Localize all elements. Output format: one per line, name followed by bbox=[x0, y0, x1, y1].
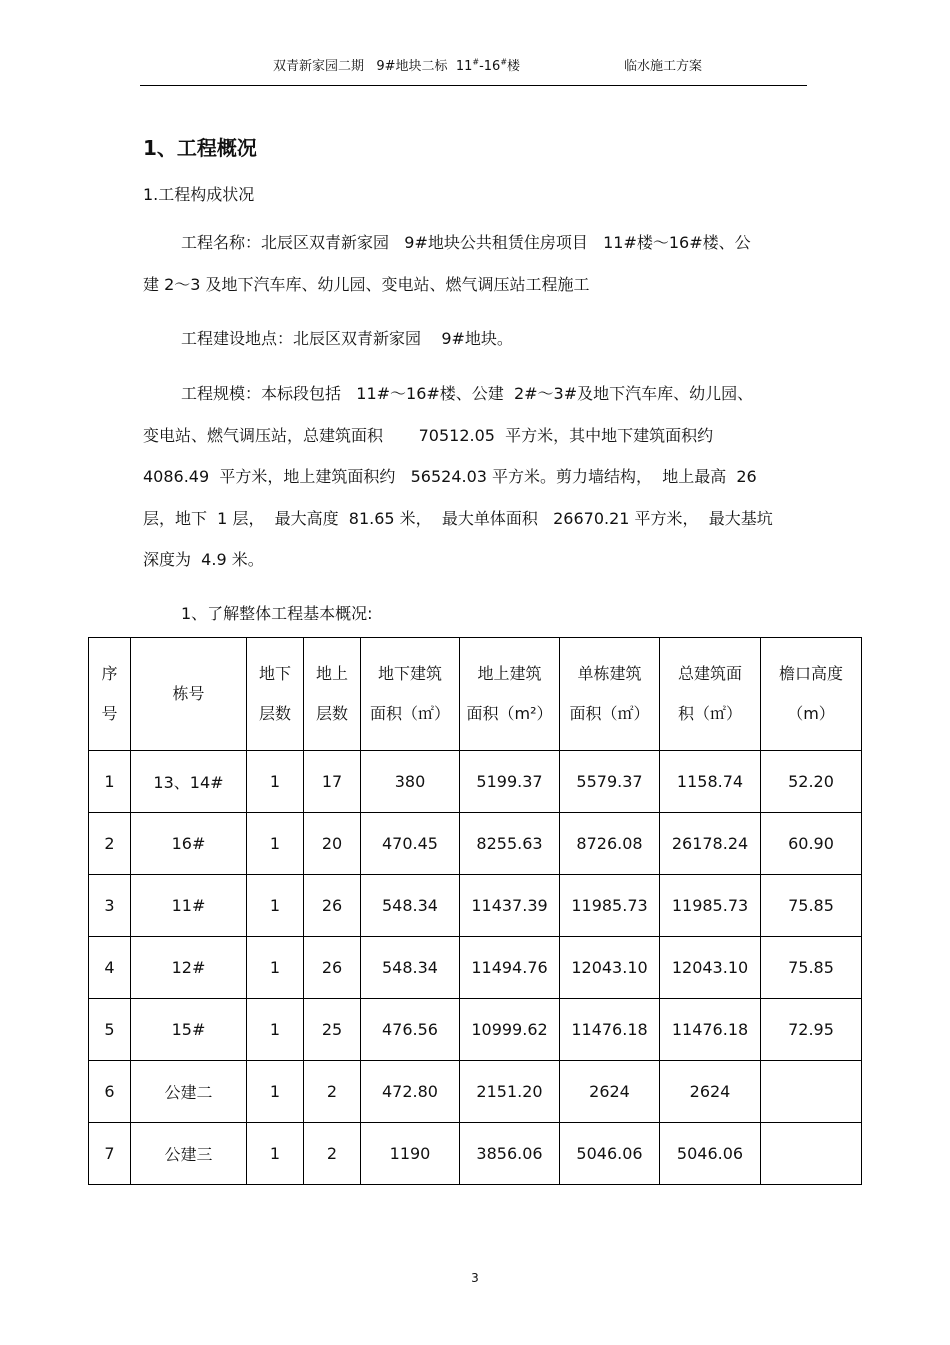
cell-above-floors: 2 bbox=[304, 1123, 361, 1185]
cell-above-area: 8255.63 bbox=[460, 813, 560, 875]
cell-index: 4 bbox=[89, 937, 131, 999]
cell-above-floors: 20 bbox=[304, 813, 361, 875]
cell-underground-area: 470.45 bbox=[361, 813, 460, 875]
cell-total-area: 26178.24 bbox=[660, 813, 761, 875]
cell-underground-area: 548.34 bbox=[361, 937, 460, 999]
cell-eave-height bbox=[761, 1123, 862, 1185]
cell-single-area: 11476.18 bbox=[560, 999, 660, 1061]
header-cell-underground-area: 地下建筑 面积（㎡） bbox=[361, 638, 460, 751]
cell-single-area: 2624 bbox=[560, 1061, 660, 1123]
paragraph-line: 工程规模：本标段包括 11#～16#楼、公建 2#～3#及地下汽车库、幼儿园、 bbox=[181, 384, 754, 403]
cell-building: 16# bbox=[131, 813, 247, 875]
cell-above-area: 10999.62 bbox=[460, 999, 560, 1061]
header-cell-building: 栋号 bbox=[131, 638, 247, 751]
cell-index: 7 bbox=[89, 1123, 131, 1185]
header-document-title: 临水施工方案 bbox=[624, 59, 703, 74]
paragraph-line: 深度为 4.9 米。 bbox=[143, 550, 264, 569]
header-cell-index: 序 号 bbox=[89, 638, 131, 751]
cell-underground-area: 472.80 bbox=[361, 1061, 460, 1123]
cell-underground-floors: 1 bbox=[247, 813, 304, 875]
cell-single-area: 12043.10 bbox=[560, 937, 660, 999]
page-header bbox=[140, 55, 806, 75]
cell-above-floors: 17 bbox=[304, 751, 361, 813]
cell-underground-area: 548.34 bbox=[361, 875, 460, 937]
header-cell-underground-floors: 地下 层数 bbox=[247, 638, 304, 751]
header-cell-single-area: 单栋建筑 面积（㎡） bbox=[560, 638, 660, 751]
cell-eave-height: 72.95 bbox=[761, 999, 862, 1061]
paragraph-line: 4086.49 平方米，地上建筑面积约 56524.03 平方米。剪力墙结构， 地上最高 26 bbox=[143, 467, 757, 486]
cell-index: 2 bbox=[89, 813, 131, 875]
cell-index: 5 bbox=[89, 999, 131, 1061]
cell-single-area: 5579.37 bbox=[560, 751, 660, 813]
project-scale-paragraph bbox=[143, 373, 808, 581]
cell-total-area: 11476.18 bbox=[660, 999, 761, 1061]
cell-above-floors: 2 bbox=[304, 1061, 361, 1123]
cell-eave-height bbox=[761, 1061, 862, 1123]
cell-total-area: 11985.73 bbox=[660, 875, 761, 937]
cell-total-area: 2624 bbox=[660, 1061, 761, 1123]
cell-above-area: 5199.37 bbox=[460, 751, 560, 813]
cell-single-area: 8726.08 bbox=[560, 813, 660, 875]
cell-index: 1 bbox=[89, 751, 131, 813]
subsection-title: 1.工程构成状况 bbox=[143, 185, 255, 204]
cell-index: 3 bbox=[89, 875, 131, 937]
cell-underground-floors: 1 bbox=[247, 751, 304, 813]
header-project-title: 双青新家园二期 9#地块二标 11#-16#楼 bbox=[273, 57, 521, 74]
section-title: 1、工程概况 bbox=[143, 136, 257, 160]
cell-underground-floors: 1 bbox=[247, 937, 304, 999]
cell-above-floors: 25 bbox=[304, 999, 361, 1061]
cell-building: 15# bbox=[131, 999, 247, 1061]
table-row bbox=[89, 751, 862, 813]
table-row bbox=[89, 875, 862, 937]
cell-underground-area: 476.56 bbox=[361, 999, 460, 1061]
table-row bbox=[89, 1123, 862, 1185]
table-header-row bbox=[89, 638, 862, 751]
table-row bbox=[89, 1061, 862, 1123]
cell-underground-area: 380 bbox=[361, 751, 460, 813]
cell-building: 公建二 bbox=[131, 1061, 247, 1123]
project-overview-table bbox=[88, 637, 862, 1185]
table-title: 1、了解整体工程基本概况: bbox=[181, 604, 373, 623]
cell-above-area: 2151.20 bbox=[460, 1061, 560, 1123]
cell-building: 12# bbox=[131, 937, 247, 999]
cell-total-area: 12043.10 bbox=[660, 937, 761, 999]
cell-building: 13、14# bbox=[131, 751, 247, 813]
cell-eave-height: 52.20 bbox=[761, 751, 862, 813]
cell-above-area: 11494.76 bbox=[460, 937, 560, 999]
cell-single-area: 5046.06 bbox=[560, 1123, 660, 1185]
cell-above-area: 3856.06 bbox=[460, 1123, 560, 1185]
cell-underground-floors: 1 bbox=[247, 999, 304, 1061]
paragraph-line: 工程名称：北辰区双青新家园 9#地块公共租赁住房项目 11#楼～16#楼、公 bbox=[181, 233, 751, 252]
cell-eave-height: 60.90 bbox=[761, 813, 862, 875]
header-rule bbox=[140, 85, 807, 86]
cell-single-area: 11985.73 bbox=[560, 875, 660, 937]
cell-above-floors: 26 bbox=[304, 875, 361, 937]
cell-building: 公建三 bbox=[131, 1123, 247, 1185]
project-location-paragraph bbox=[143, 318, 808, 360]
cell-underground-area: 1190 bbox=[361, 1123, 460, 1185]
cell-underground-floors: 1 bbox=[247, 1061, 304, 1123]
cell-underground-floors: 1 bbox=[247, 1123, 304, 1185]
header-cell-above-area: 地上建筑 面积（m²） bbox=[460, 638, 560, 751]
paragraph-line: 建 2～3 及地下汽车库、幼儿园、变电站、燃气调压站工程施工 bbox=[143, 274, 590, 294]
cell-building: 11# bbox=[131, 875, 247, 937]
cell-eave-height: 75.85 bbox=[761, 875, 862, 937]
project-name-paragraph bbox=[143, 222, 808, 305]
table-row bbox=[89, 999, 862, 1061]
table-row bbox=[89, 813, 862, 875]
cell-eave-height: 75.85 bbox=[761, 937, 862, 999]
cell-index: 6 bbox=[89, 1061, 131, 1123]
paragraph-line: 变电站、燃气调压站，总建筑面积 70512.05 平方米，其中地下建筑面积约 bbox=[143, 425, 714, 445]
header-cell-above-floors: 地上 层数 bbox=[304, 638, 361, 751]
header-cell-eave-height: 檐口高度 （m） bbox=[761, 638, 862, 751]
header-cell-total-area: 总建筑面 积（㎡） bbox=[660, 638, 761, 751]
cell-above-area: 11437.39 bbox=[460, 875, 560, 937]
paragraph-line: 工程建设地点：北辰区双青新家园 9#地块。 bbox=[181, 329, 513, 348]
cell-above-floors: 26 bbox=[304, 937, 361, 999]
table-row bbox=[89, 937, 862, 999]
paragraph-line: 层，地下 1 层， 最大高度 81.65 米， 最大单体面积 26670.21 平方米， 最大基坑 bbox=[143, 508, 773, 528]
cell-total-area: 1158.74 bbox=[660, 751, 761, 813]
page-number: 3 bbox=[471, 1271, 479, 1285]
cell-underground-floors: 1 bbox=[247, 875, 304, 937]
cell-total-area: 5046.06 bbox=[660, 1123, 761, 1185]
